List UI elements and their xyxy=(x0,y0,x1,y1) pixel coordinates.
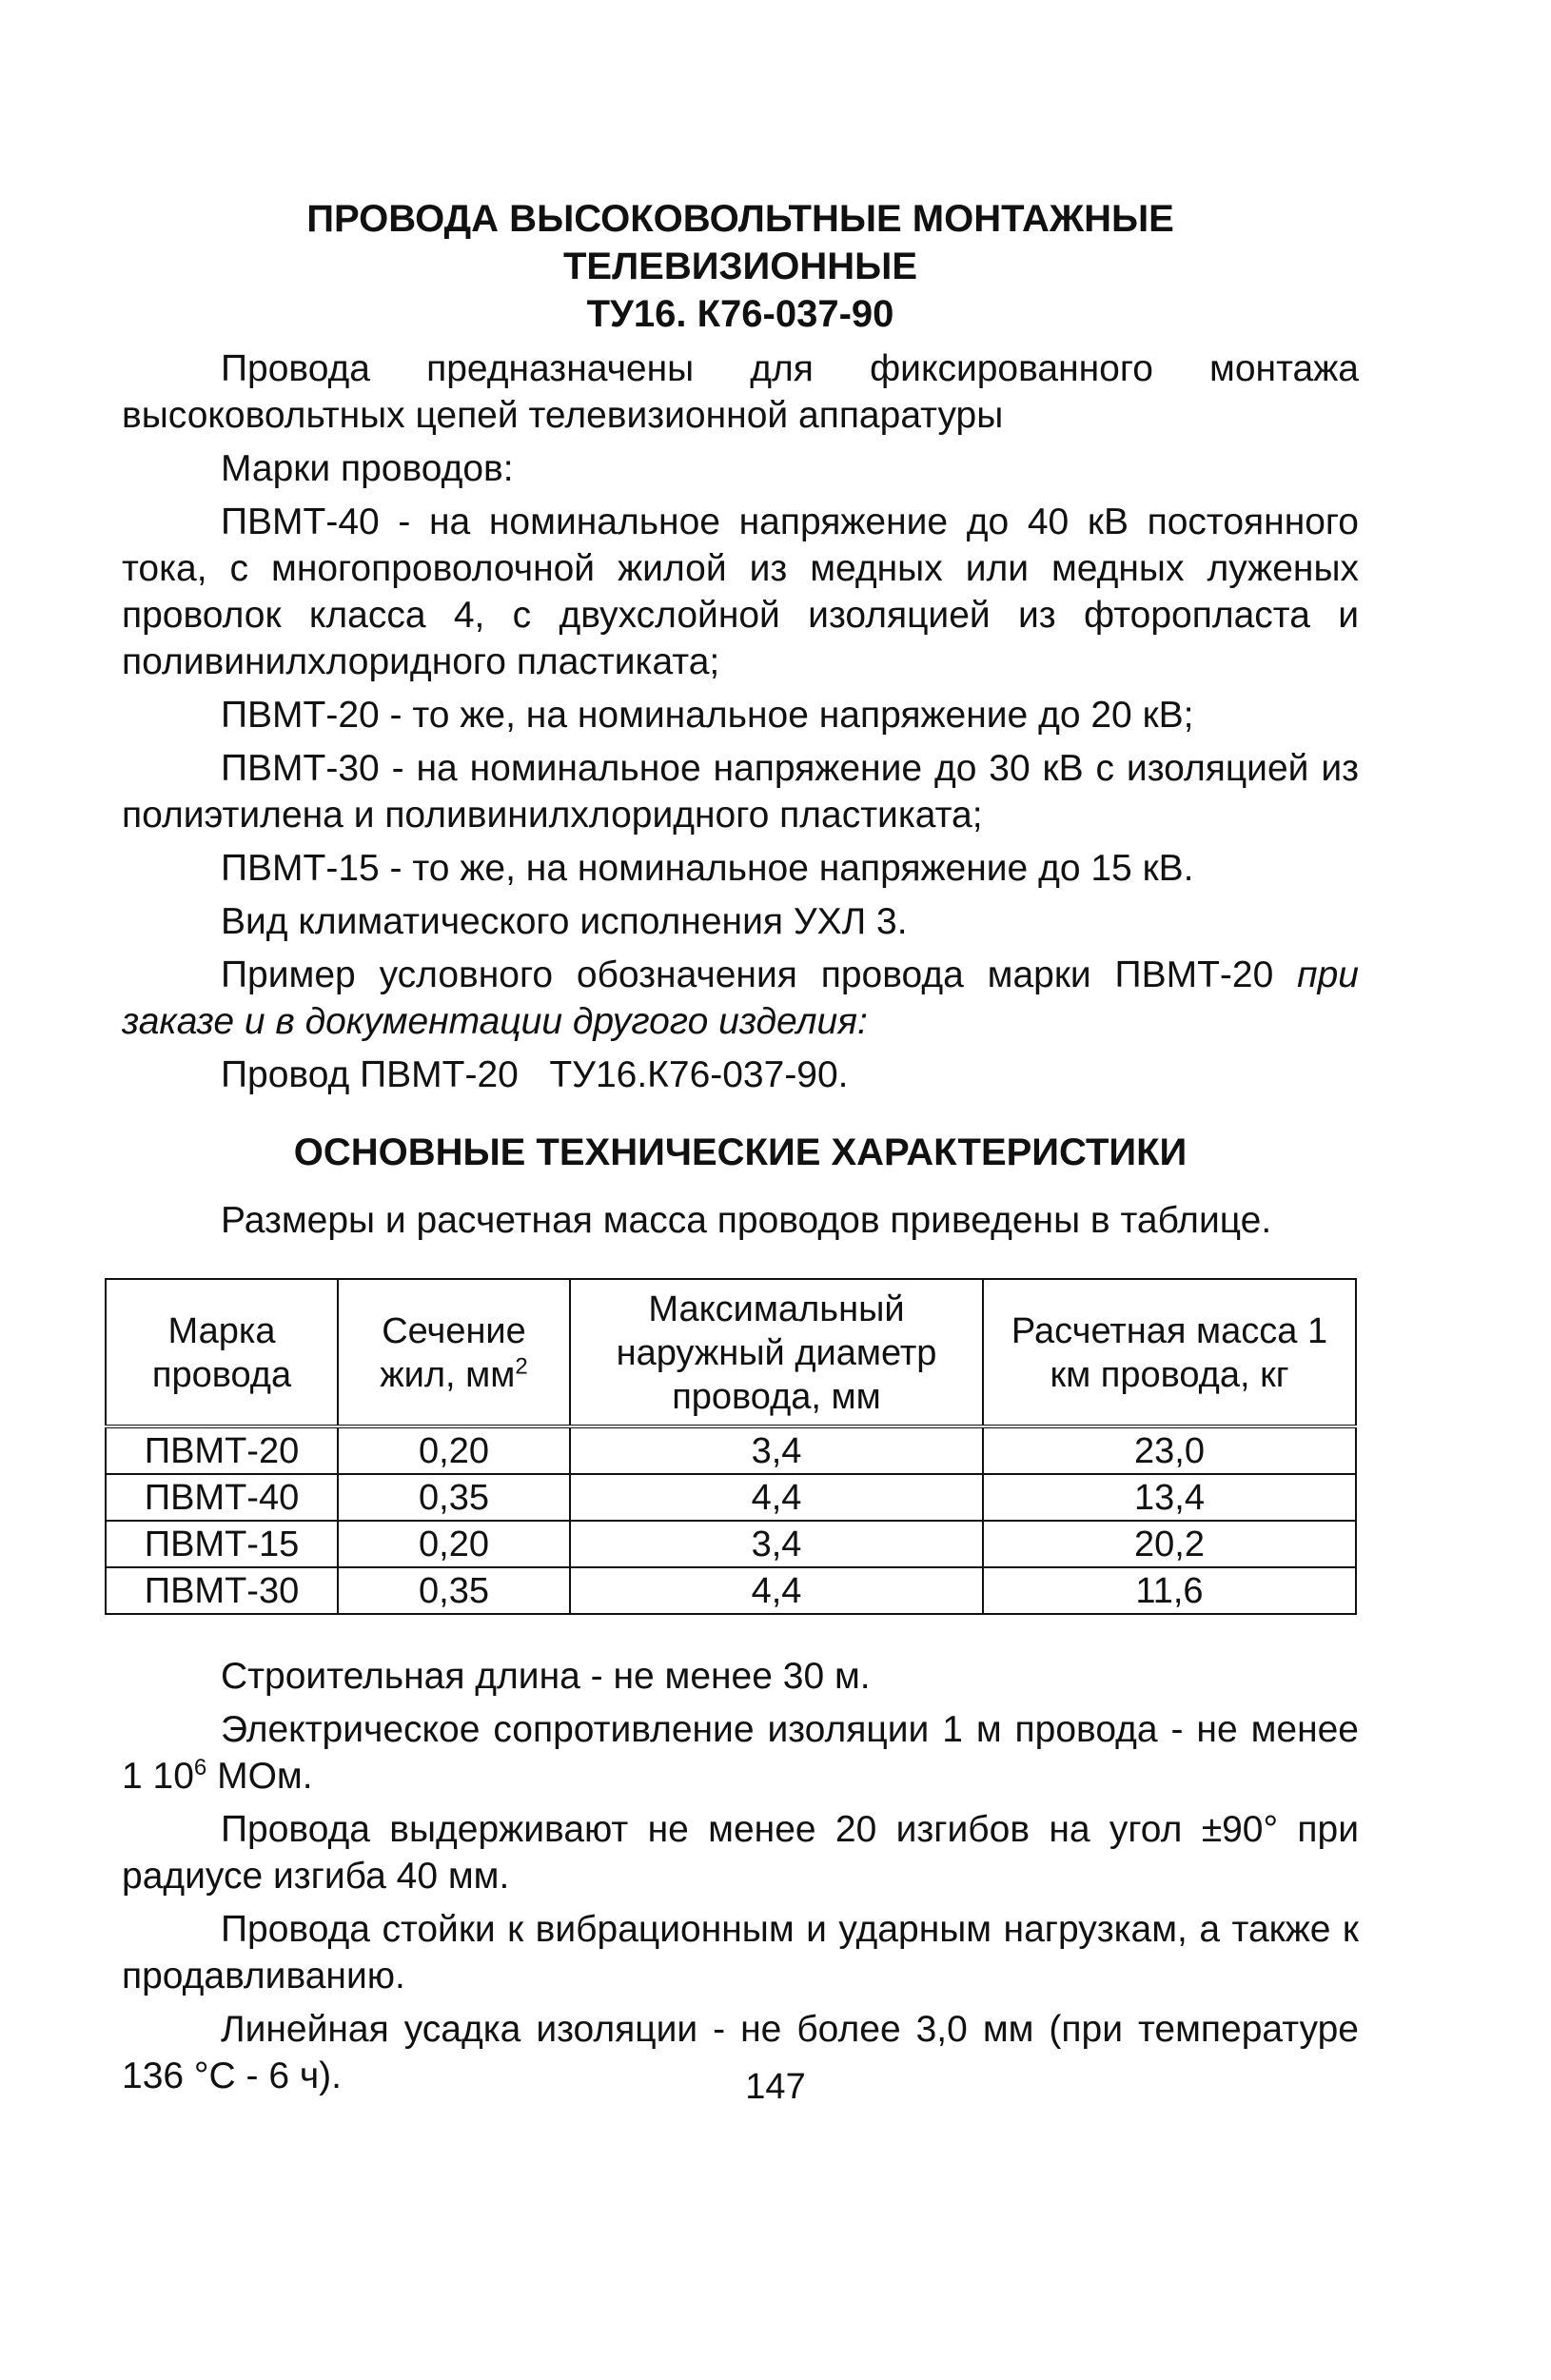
header-section xyxy=(338,1279,570,1426)
table-row xyxy=(106,1567,1356,1614)
cell-mass: 11,6 xyxy=(983,1567,1356,1614)
document-spec-code: ТУ16. К76-037-90 xyxy=(586,293,894,335)
climate-paragraph: Вид климатического исполнения УХЛ 3. xyxy=(221,901,908,942)
tech-section-title: ОСНОВНЫЕ ТЕХНИЧЕСКИЕ ХАРАКТЕРИСТИКИ xyxy=(293,1131,1188,1173)
cell-diameter: 4,4 xyxy=(570,1567,983,1614)
example-italic-text: при заказе и в документации другого изделия: xyxy=(122,954,1359,1042)
cell-diameter: 4,4 xyxy=(570,1474,983,1521)
brands-heading: Марки проводов: xyxy=(221,448,514,489)
document-title-line-1: ПРОВОДА ВЫСОКОВОЛЬТНЫЕ МОНТАЖНЫЕ xyxy=(306,198,1174,240)
resistance-text: Электрическое сопротивление изоляции 1 м провода - не менее 1 10 xyxy=(122,1709,1359,1797)
table-row xyxy=(106,1474,1356,1521)
page-number: 147 xyxy=(745,2067,806,2107)
header-diameter: Максимальный наружный диаметр провода, мм xyxy=(570,1279,983,1426)
example-designation: Провод ПВМТ-20 ТУ16.К76-037-90. xyxy=(221,1054,849,1095)
shrinkage-paragraph: Линейная усадка изоляции - не более 3,0 мм (при температуре 136 °С - 6 ч). xyxy=(122,2009,1359,2096)
resistance-paragraph xyxy=(122,1706,1359,1800)
cell-diameter: 3,4 xyxy=(570,1521,983,1567)
header-brand: Марка провода xyxy=(106,1279,338,1426)
cell-brand: ПВМТ-30 xyxy=(106,1567,338,1614)
brand-pvmt30-paragraph: ПВМТ-30 - на номинальное напряжение до 30 кВ с изоляцией из полиэтилена и поливинилхлоридного пластиката; xyxy=(122,748,1359,836)
example-paragraph xyxy=(122,952,1359,1045)
cell-mass: 13,4 xyxy=(983,1474,1356,1521)
cell-brand: ПВМТ-15 xyxy=(106,1521,338,1567)
length-paragraph: Строительная длина - не менее 30 м. xyxy=(221,1656,871,1697)
header-section-sup: 2 xyxy=(515,1353,528,1380)
example-intro-text: Пример условного обозначения провода марки ПВМТ-20 xyxy=(221,954,1274,995)
wire-spec-table xyxy=(105,1278,1357,1615)
table-header-row xyxy=(106,1279,1356,1426)
table-intro-paragraph: Размеры и расчетная масса проводов приведены в таблице. xyxy=(221,1200,1272,1241)
cell-brand: ПВМТ-40 xyxy=(106,1474,338,1521)
cell-section: 0,20 xyxy=(338,1521,570,1567)
brand-pvmt20-paragraph: ПВМТ-20 - то же, на номинальное напряжение до 20 кВ; xyxy=(221,695,1194,736)
cell-mass: 20,2 xyxy=(983,1521,1356,1567)
cell-section: 0,20 xyxy=(338,1426,570,1474)
brand-pvmt15-paragraph: ПВМТ-15 - то же, на номинальное напряжение до 15 кВ. xyxy=(221,848,1194,889)
cell-diameter: 3,4 xyxy=(570,1426,983,1474)
spacer xyxy=(122,1615,1359,1653)
vibration-paragraph: Провода стойки к вибрационным и ударным нагрузкам, а также к продавливанию. xyxy=(122,1909,1359,1996)
cell-brand: ПВМТ-20 xyxy=(106,1426,338,1474)
document-page xyxy=(122,195,1359,2106)
resistance-exponent: 6 xyxy=(193,1755,207,1780)
brand-pvmt40-paragraph: ПВМТ-40 - на номинальное напряжение до 40 кВ постоянного тока, с многопроволочной жилой из медных или медных луженых проволок класса 4, с двухслойной изоляцией из фторопласта и поливинилхлоридного пластиката; xyxy=(122,502,1359,682)
cell-section: 0,35 xyxy=(338,1474,570,1521)
table-row xyxy=(106,1521,1356,1567)
cell-section: 0,35 xyxy=(338,1567,570,1614)
cell-mass: 23,0 xyxy=(983,1426,1356,1474)
bends-paragraph: Провода выдерживают не менее 20 изгибов на угол ±90° при радиусе изгиба 40 мм. xyxy=(122,1809,1359,1897)
purpose-paragraph: Провода предназначены для фиксированного монтажа высоковольтных цепей телевизионной аппаратуры xyxy=(122,348,1359,436)
document-title-line-2: ТЕЛЕВИЗИОННЫЕ xyxy=(562,246,918,287)
resistance-unit: МОм. xyxy=(206,1756,313,1797)
header-mass: Расчетная масса 1 км провода, кг xyxy=(983,1279,1356,1426)
table-row xyxy=(106,1426,1356,1474)
header-section-text: Сечение жил, мм xyxy=(380,1311,526,1395)
